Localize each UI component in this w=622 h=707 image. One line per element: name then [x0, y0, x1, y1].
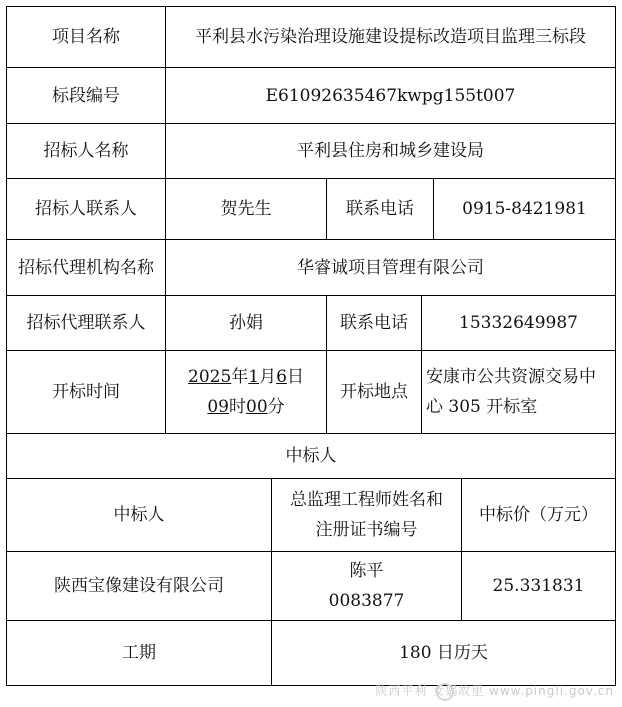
- opening-date: [188, 362, 304, 392]
- section-code-label: 标段编号: [6, 67, 166, 124]
- duration-label: 工期: [6, 620, 272, 686]
- opening-time-value: [165, 350, 327, 434]
- winner-section-header: 中标人: [6, 433, 616, 479]
- project-name-label: 项目名称: [6, 6, 166, 68]
- opening-time-label: 开标时间: [6, 350, 166, 434]
- engineer-column-header: [271, 478, 462, 552]
- opening-place-label: 开标地点: [326, 350, 422, 434]
- engineer-name: 陈平: [349, 561, 384, 581]
- section-code-value: E61092635467kwpg155t007: [165, 67, 616, 124]
- duration-value: 180 日历天: [271, 620, 616, 686]
- tenderer-phone-label: 联系电话: [326, 178, 434, 240]
- watermark: 陕西平利 女娲故里 www.pingli.gov.cn: [375, 684, 614, 698]
- agency-label: 招标代理机构名称: [6, 239, 166, 296]
- winner-name: 陕西宝像建设有限公司: [6, 551, 272, 621]
- opening-place-value: [421, 350, 616, 434]
- opening-hour: 09: [207, 397, 229, 417]
- engineer-column-line1: 总监理工程师姓名和: [290, 490, 443, 510]
- year-unit: 年: [231, 367, 249, 387]
- hour-unit: 时: [229, 397, 246, 417]
- opening-minute: 00: [246, 397, 268, 417]
- month-unit: 月: [259, 367, 277, 387]
- tenderer-label: 招标人名称: [6, 123, 166, 179]
- project-name-value: 平利县水污染治理设施建设提标改造项目监理三标段: [165, 6, 616, 68]
- agency-value: 华睿诚项目管理有限公司: [165, 239, 616, 296]
- agency-contact-label: 招标代理联系人: [6, 295, 166, 351]
- opening-place-line2: 心 305 开标室: [426, 397, 538, 417]
- engineer-cert: 0083877: [328, 591, 405, 611]
- opening-place-line1: 安康市公共资源交易中: [426, 367, 596, 387]
- tenderer-phone-value: 0915-8421981: [433, 178, 616, 240]
- opening-day: 6: [276, 367, 287, 387]
- minute-unit: 分: [267, 397, 285, 417]
- engineer-column-line2: 注册证书编号: [315, 520, 418, 540]
- agency-contact-name: 孙娟: [165, 295, 327, 351]
- opening-clock: [207, 392, 284, 422]
- opening-year: 2025: [188, 367, 232, 387]
- price-column-header: 中标价（万元）: [461, 478, 616, 552]
- winner-column-header: 中标人: [6, 478, 272, 552]
- engineer-info: [271, 551, 462, 621]
- opening-month: 1: [248, 367, 260, 387]
- tenderer-value: 平利县住房和城乡建设局: [165, 123, 616, 179]
- agency-phone-value: 15332649987: [421, 295, 616, 351]
- day-unit: 日: [286, 367, 304, 387]
- winning-price: 25.331831: [461, 551, 616, 621]
- tenderer-contact-label: 招标人联系人: [6, 178, 166, 240]
- tenderer-contact-name: 贺先生: [165, 178, 327, 240]
- agency-phone-label: 联系电话: [326, 295, 422, 351]
